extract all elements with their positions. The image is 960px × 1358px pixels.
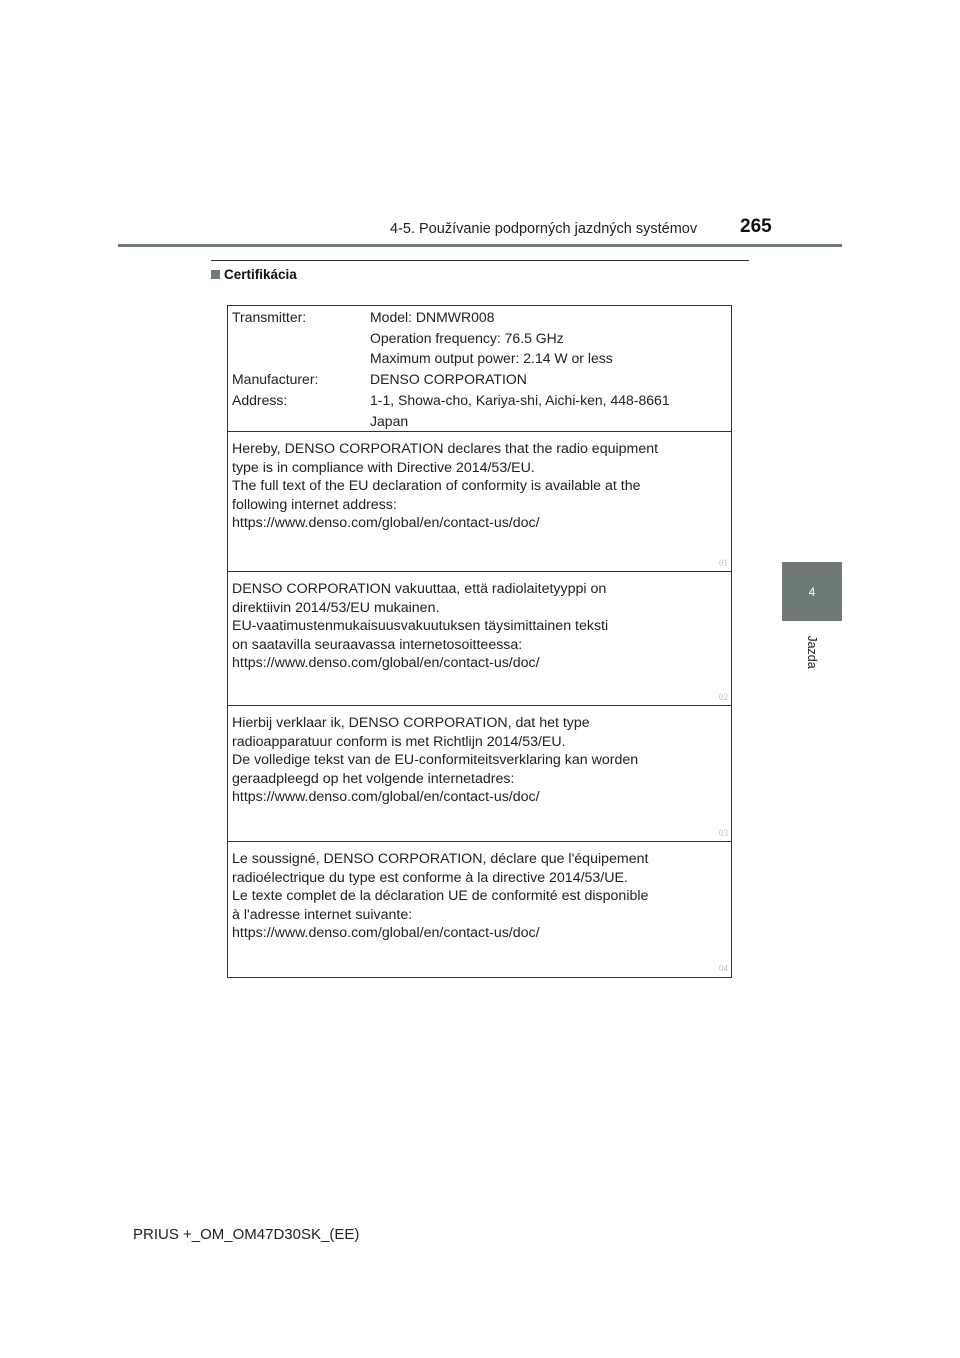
declaration-dutch xyxy=(228,706,731,842)
transmitter-label: Transmitter: xyxy=(232,309,307,325)
declaration-line: https://www.denso.com/global/en/contact-us/doc/ xyxy=(232,655,540,671)
declaration-line: EU-vaatimustenmukaisuusvakuutuksen täysimittainen teksti xyxy=(232,618,609,634)
declaration-line: Le texte complet de la déclaration UE de conformité est disponible xyxy=(232,888,649,904)
declaration-line: The full text of the EU declaration of conformity is available at the xyxy=(232,478,641,494)
declaration-line: Hereby, DENSO CORPORATION declares that the radio equipment xyxy=(232,441,659,457)
transmitter-line: Model: DNMWR008 xyxy=(370,309,495,325)
declaration-line: on saatavilla seuraavassa internetosoitteessa: xyxy=(232,636,523,653)
section-code: 03 xyxy=(719,828,728,838)
declaration-line: following internet address: xyxy=(232,496,397,513)
chapter-number: 4 xyxy=(808,584,816,599)
section-heading-text: Certifikácia xyxy=(224,267,297,282)
transmitter-line: Maximum output power: 2.14 W or less xyxy=(370,350,613,366)
square-bullet-icon xyxy=(211,270,220,279)
section-rule xyxy=(211,260,749,261)
address-label: Address: xyxy=(232,392,288,408)
section-code: 04 xyxy=(719,963,728,973)
declaration-french xyxy=(228,842,731,976)
declaration-line: geraadpleegd op het volgende internetadres: xyxy=(232,770,515,787)
section-code: 02 xyxy=(719,692,728,702)
declaration-line: https://www.denso.com/global/en/contact-us/doc/ xyxy=(232,789,540,805)
declaration-line: type is in compliance with Directive 2014/53/EU. xyxy=(232,459,535,476)
declaration-line: à l'adresse internet suivante: xyxy=(232,906,413,923)
declaration-english xyxy=(228,432,731,572)
declaration-line: Le soussigné, DENSO CORPORATION, déclare que l'équipement xyxy=(232,851,649,867)
header-rule xyxy=(118,244,842,247)
section-heading xyxy=(211,267,297,282)
declaration-line: radioélectrique du type est conforme à la directive 2014/53/UE. xyxy=(232,869,628,886)
certification-box xyxy=(227,305,732,978)
section-code: 01 xyxy=(719,558,728,568)
manufacturer-value: DENSO CORPORATION xyxy=(370,371,527,387)
declaration-line: DENSO CORPORATION vakuuttaa, että radiolaitetyyppi on xyxy=(232,581,607,597)
declaration-line: De volledige tekst van de EU-conformiteitsverklaring kan worden xyxy=(232,752,639,768)
declaration-line: direktiivin 2014/53/EU mukainen. xyxy=(232,599,440,616)
address-line: Japan xyxy=(370,413,409,429)
declaration-line: radioapparatuur conform is met Richtlijn 2014/53/EU. xyxy=(232,733,566,750)
declaration-line: Hierbij verklaar ik, DENSO CORPORATION, dat het type xyxy=(232,715,590,731)
manufacturer-label: Manufacturer: xyxy=(232,371,319,387)
document-code: PRIUS +_OM_OM47D30SK_(EE) xyxy=(133,1226,360,1243)
running-header-title: 4-5. Používanie podporných jazdných systémov xyxy=(390,221,698,237)
declaration-line: https://www.denso.com/global/en/contact-us/doc/ xyxy=(232,925,540,941)
declaration-line: https://www.denso.com/global/en/contact-us/doc/ xyxy=(232,515,540,531)
chapter-label: Jazda xyxy=(805,635,819,669)
transmitter-line: Operation frequency: 76.5 GHz xyxy=(370,330,564,346)
chapter-tab xyxy=(782,562,842,621)
page-number: 265 xyxy=(740,216,772,237)
declaration-finnish xyxy=(228,572,731,706)
address-line: 1-1, Showa-cho, Kariya-shi, Aichi-ken, 448-8661 xyxy=(370,392,670,408)
spec-section xyxy=(228,306,731,432)
